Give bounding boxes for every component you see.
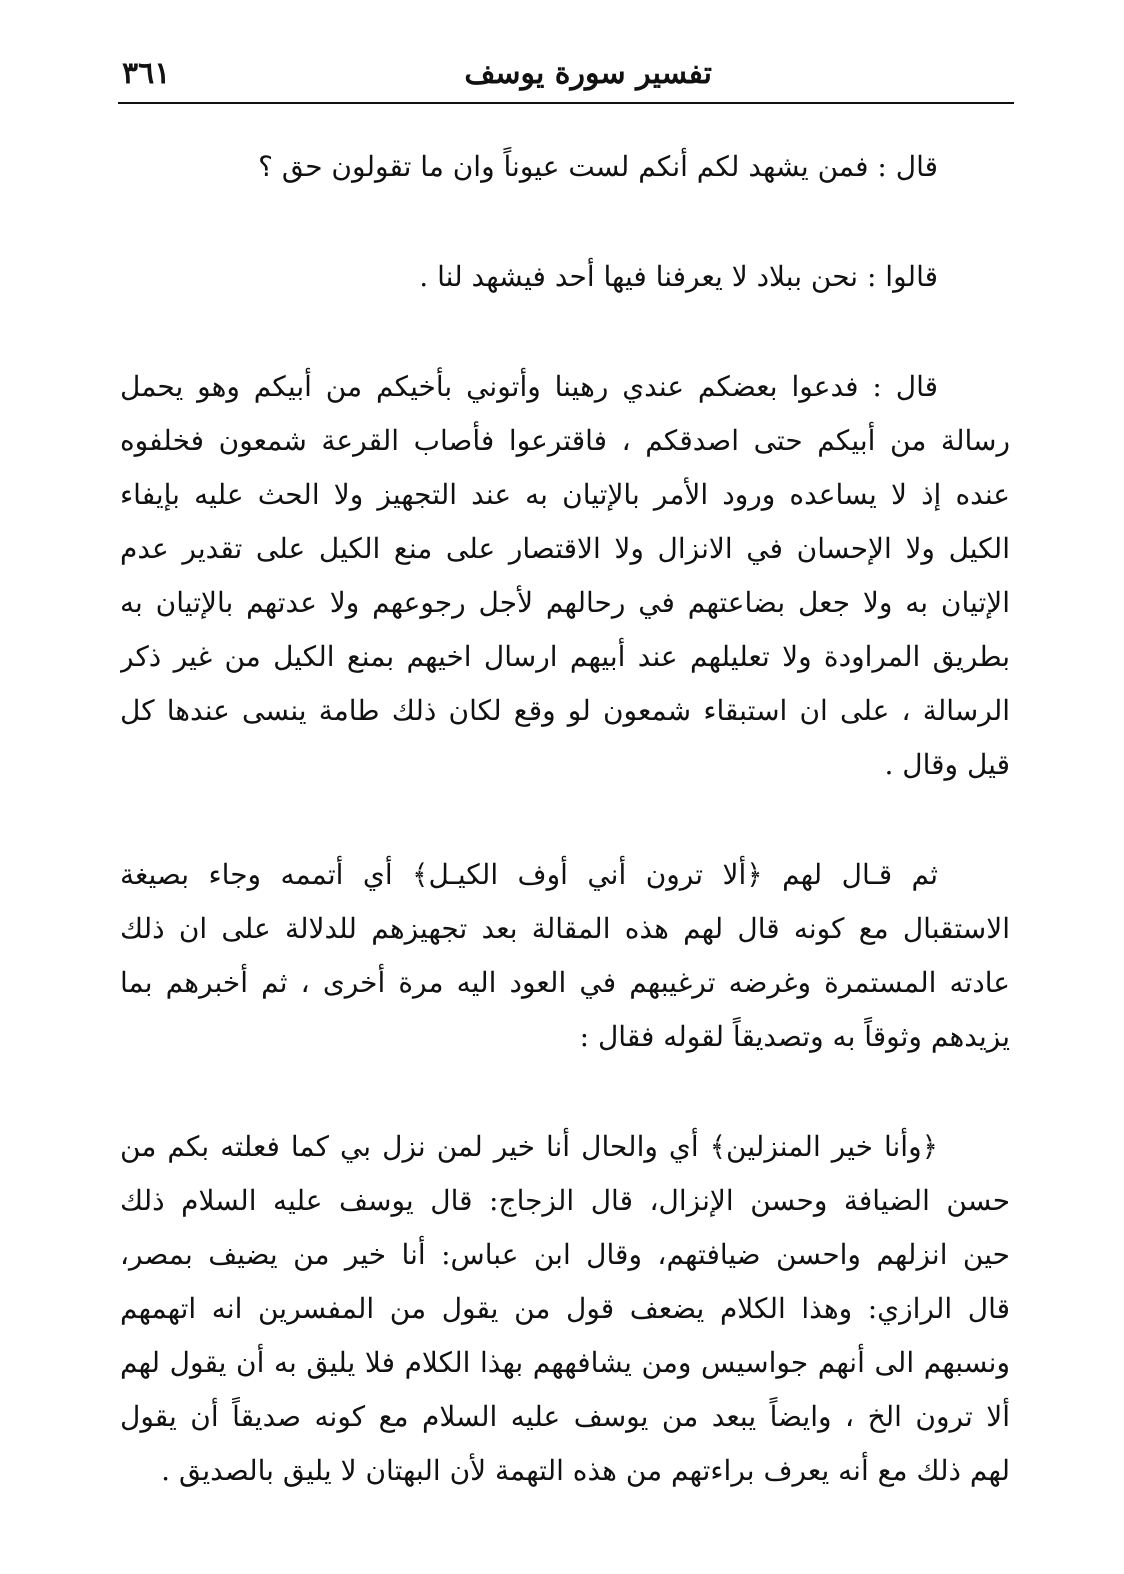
header-rule [118, 102, 1014, 104]
text-line: عادته المستمرة وغرضه ترغيبهم في العود اليه مرة أخرى ، ثم أخبرهم بما [120, 966, 1010, 999]
text-line: قال الرازي: وهذا الكلام يضعف قول من يقول من المفسرين انه اتهمهم [120, 1292, 1010, 1325]
text-line: ونسبهم الى أنهم جواسيس ومن يشافههم بهذا الكلام فلا يليق به أن يقول لهم [120, 1346, 1010, 1379]
page-number: ٣٦١ [122, 56, 171, 91]
text-line: الاستقبال مع كونه قال لهم هذه المقالة بعد تجهيزهم للدلالة على ان ذلك [120, 912, 1010, 945]
text-line: حسن الضيافة وحسن الإنزال، قال الزجاج: قال يوسف عليه السلام ذلك [120, 1184, 1010, 1217]
text-line: رسالة من أبيكم حتى اصدقكم ، فاقترعوا فأصاب القرعة شمعون فخلفوه [120, 424, 1010, 457]
text-line: قيل وقال . [884, 748, 1010, 781]
text-line: الإتيان به ولا جعل بضاعتهم في رحالهم لأجل رجوعهم ولا عدتهم بالإتيان به [120, 586, 1010, 619]
paragraph [120, 1120, 1010, 1498]
text-line: الكيل ولا الإحسان في الانزال ولا الاقتصار على منع الكيل على تقدير عدم [120, 532, 1010, 565]
text-line: قال : فدعوا بعضكم عندي رهينا وأتوني بأخيكم من أبيكم وهو يحمل [120, 370, 938, 403]
text-line: ﴿وأنا خير المنزلين﴾ أي والحال أنا خير لمن نزل بي كما فعلته بكم من [120, 1130, 939, 1163]
text-line: ألا ترون الخ ، وايضاً يبعد من يوسف عليه السلام مع كونه صديقاً أن يقول [120, 1400, 1010, 1433]
text-line: الرسالة ، على ان استبقاء شمعون لو وقع لكان ذلك طامة ينسى عندها كل [120, 694, 1010, 727]
text-line: حين انزلهم واحسن ضيافتهم، وقال ابن عباس: أنا خير من يضيف بمصر، [120, 1238, 1010, 1271]
page-header [122, 52, 1012, 102]
paragraph [120, 250, 1010, 304]
text-line: يزيدهم وثوقاً به وتصديقاً لقوله فقال : [579, 1020, 1010, 1053]
text-line: عنده إذ لا يساعده ورود الأمر بالإتيان به عند التجهيز ولا الحث عليه بإيفاء [120, 478, 1010, 511]
page-body [120, 140, 1010, 1548]
text-line: ثم قـال لهم ﴿ألا ترون أني أوف الكيـل﴾ أي أتممه وجاء بصيغة [120, 858, 938, 891]
running-title: تفسير سورة يوسف [464, 56, 712, 91]
text-line: قال : فمن يشهد لكم أنكم لست عيوناً وان ما تقولون حق ؟ [258, 150, 938, 183]
paragraph [120, 140, 1010, 194]
paragraph [120, 360, 1010, 792]
text-line: بطريق المراودة ولا تعليلهم عند أبيهم ارسال اخيهم بمنع الكيل من غير ذكر [120, 640, 1010, 673]
text-line: قالوا : نحن ببلاد لا يعرفنا فيها أحد فيشهد لنا . [419, 260, 938, 293]
text-line: لهم ذلك مع أنه يعرف براءتهم من هذه التهمة لأن البهتان لا يليق بالصديق . [161, 1454, 1010, 1487]
paragraph [120, 848, 1010, 1064]
